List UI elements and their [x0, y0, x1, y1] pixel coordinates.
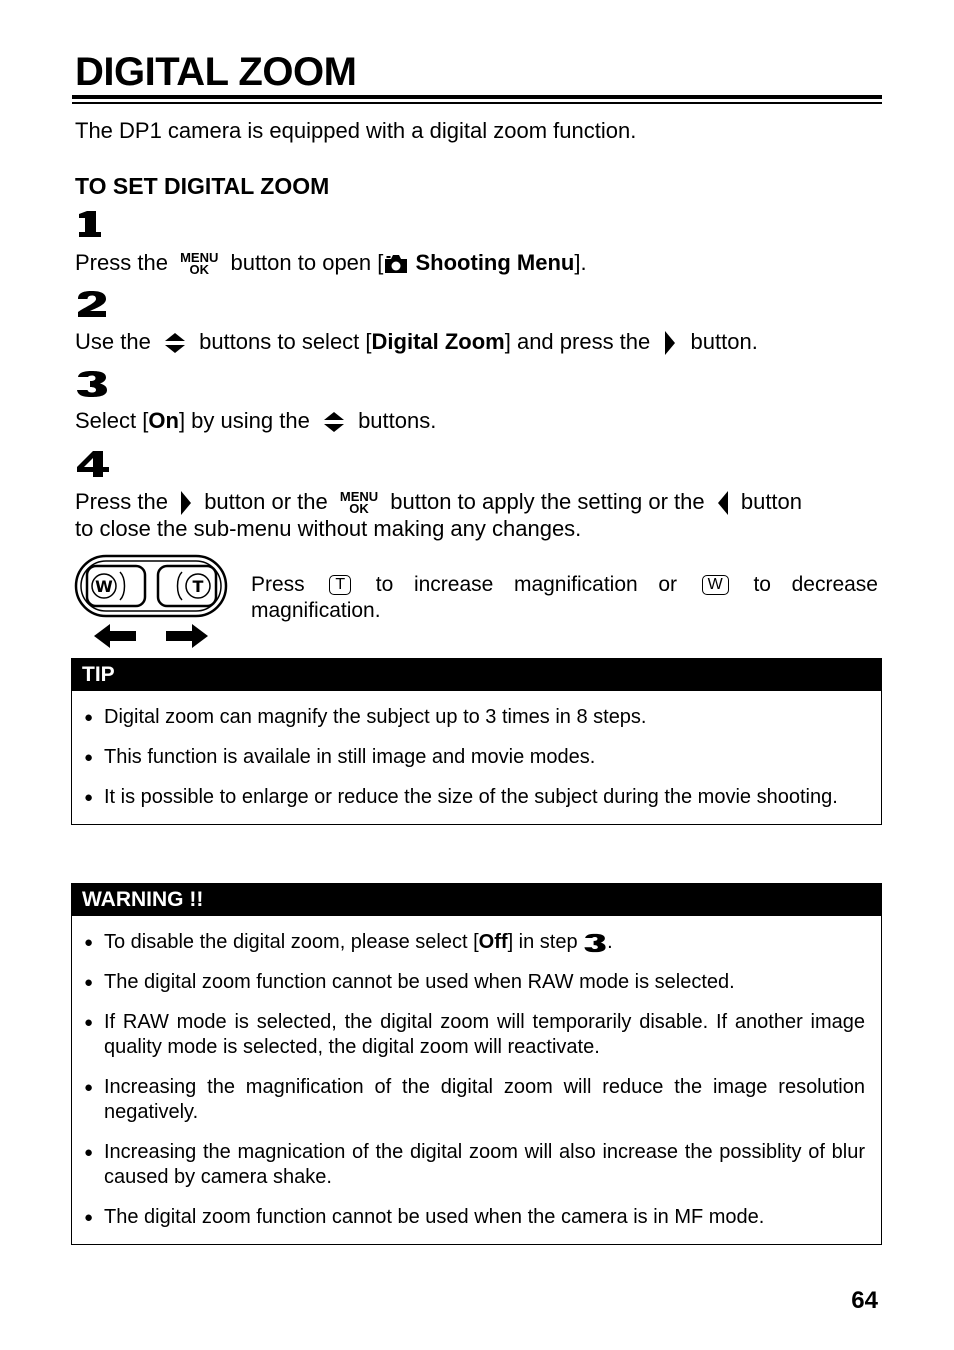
list-item: ● The digital zoom function cannot be used when RAW mode is selected. — [84, 970, 865, 995]
list-item: ● The digital zoom function cannot be used when the camera is in MF mode. — [84, 1205, 865, 1230]
tele-key-icon: T — [329, 575, 351, 595]
page-title: DIGITAL ZOOM — [75, 50, 357, 94]
step-4-text-line2: to close the sub-menu without making any changes. — [75, 516, 582, 541]
page-number: 64 — [851, 1287, 878, 1314]
list-item: ● Increasing the magnication of the digital zoom will also increase the possiblity of blur caused by camera shake. — [84, 1140, 865, 1190]
list-item: ● It is possible to enlarge or reduce the size of the subject during the movie shooting. — [84, 785, 865, 810]
intro-text: The DP1 camera is equipped with a digital zoom function. — [75, 118, 637, 143]
svg-text:W: W — [95, 577, 113, 596]
tip-box — [71, 658, 882, 825]
up-down-arrows-icon — [163, 332, 187, 354]
list-item: ● This function is availale in still image and movie modes. — [84, 745, 865, 770]
step-1-text: Press the MENU OK button to open [ Shooting Menu]. — [75, 250, 587, 278]
zoom-note-text: Press T to increase magnification or W to decrease magnification. — [251, 573, 878, 622]
up-down-arrows-icon — [322, 411, 346, 433]
right-arrow-icon — [662, 330, 678, 356]
menu-ok-button-icon: MENU OK — [180, 250, 219, 278]
list-item: ● If RAW mode is selected, the digital zoom will temporarily disable. If another image quality mode is selected, the digital zoom will reactivate. — [84, 1010, 865, 1060]
zoom-lever-illustration — [74, 554, 230, 652]
warning-list — [72, 916, 881, 1244]
list-item: ● To disable the digital zoom, please select [Off] in step . — [84, 930, 865, 955]
step-1-number-icon — [75, 210, 103, 238]
camera-icon — [383, 253, 409, 275]
list-item: ● Increasing the magnification of the digital zoom will reduce the image resolution negatively. — [84, 1075, 865, 1125]
wide-key-icon: W — [702, 575, 729, 595]
svg-text:T: T — [192, 577, 204, 596]
step-3-number-icon — [583, 933, 607, 953]
menu-ok-button-icon: MENU OK — [339, 489, 379, 517]
list-item: ● Digital zoom can magnify the subject up to 3 times in 8 steps. — [84, 705, 865, 730]
step-2-number-icon — [75, 290, 109, 318]
step-4-number-icon — [75, 450, 111, 478]
step-3-text: Select [On] by using the buttons. — [75, 408, 437, 433]
section-heading: TO SET DIGITAL ZOOM — [75, 173, 330, 199]
step-3-number-icon — [75, 370, 109, 398]
step-2-text: Use the buttons to select [Digital Zoom] and press the button. — [75, 329, 758, 356]
title-rule-thick — [72, 95, 882, 99]
title-rule-thin — [72, 102, 882, 104]
tip-list — [72, 691, 881, 824]
step-4-text-line1: Press the button or the MENU OK button to apply the setting or the button — [75, 489, 803, 517]
warning-box — [71, 883, 882, 1245]
warning-header: WARNING !! — [72, 884, 881, 916]
tip-header: TIP — [72, 659, 881, 691]
left-arrow-icon — [715, 490, 731, 516]
right-arrow-icon — [178, 490, 194, 516]
